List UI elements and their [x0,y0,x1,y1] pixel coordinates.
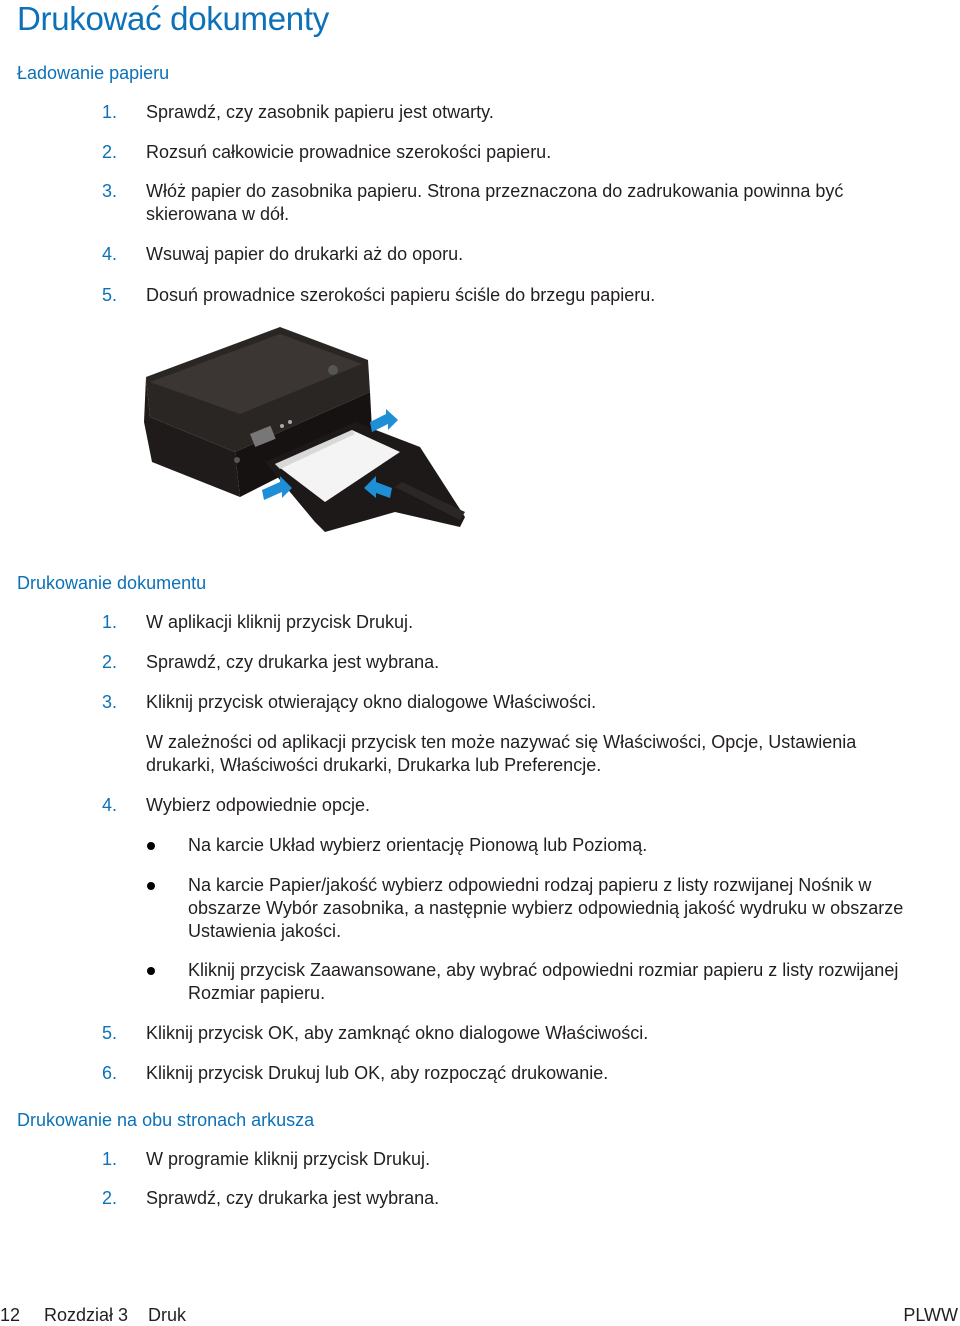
page-title: Drukować dokumenty [17,0,329,37]
step-text: Sprawdź, czy drukarka jest wybrana. [146,1188,440,1208]
step-text-continued: skierowana w dół. [146,204,290,224]
step-text: W programie kliknij przycisk Drukuj. [146,1149,431,1169]
step-number: 4. [102,795,118,815]
step-number: 1. [102,102,118,122]
footer-chapter-title: Druk [148,1305,187,1325]
step-number: 2. [102,1188,118,1208]
step-text: Kliknij przycisk Drukuj lub OK, aby rozpocząć drukowanie. [146,1063,609,1083]
bullet-text: Kliknij przycisk Zaawansowane, aby wybrać odpowiedni rozmiar papieru z listy rozwijanej [188,960,899,980]
step-text: Kliknij przycisk OK, aby zamknąć okno dialogowe Właściwości. [146,1023,649,1043]
step-number: 5. [102,285,118,305]
bullet-text-continued: Ustawienia jakości. [188,921,342,941]
footer-page-number: 12 [0,1305,21,1325]
ui-term-wlasciwosci: Właściwości [493,692,592,712]
bullet-icon [147,882,155,890]
step-text: W aplikacji kliknij przycisk Drukuj. [146,612,414,632]
step-number: 2. [102,142,118,162]
step-number: 5. [102,1023,118,1043]
step-text: Kliknij przycisk otwierający okno dialogowe Właściwości. [146,692,597,712]
printer-illustration [140,322,470,547]
step-number: 1. [102,612,118,632]
step-number: 3. [102,692,118,712]
step-number: 3. [102,181,118,201]
step-number: 2. [102,652,118,672]
step-text: Wsuwaj papier do drukarki aż do oporu. [146,244,464,264]
step-text: Sprawdź, czy zasobnik papieru jest otwarty. [146,102,494,122]
step-text: Rozsuń całkowicie prowadnice szerokości papieru. [146,142,552,162]
section-heading-printing: Drukowanie dokumentu [17,573,207,593]
step-number: 4. [102,244,118,264]
step-note-line-1: W zależności od aplikacji przycisk ten może nazywać się Właściwości, Opcje, Ustawienia [146,732,857,752]
bullet-icon [147,842,155,850]
bullet-icon [147,967,155,975]
bullet-text-continued: Rozmiar papieru. [188,983,326,1003]
step-text: Włóż papier do zasobnika papieru. Strona przeznaczona do zadrukowania powinna być [146,181,844,201]
step-note-line-2: drukarki, Właściwości drukarki, Drukarka lub Preferencje. [146,755,602,775]
bullet-text-continued: obszarze Wybór zasobnika, a następnie wybierz odpowiednią jakość wydruku w obszarze [188,898,904,918]
step-number: 6. [102,1063,118,1083]
footer-code: PLWW [903,1305,958,1325]
step-text: Dosuń prowadnice szerokości papieru ściśle do brzegu papieru. [146,285,656,305]
ui-term-drukuj: Drukuj [356,612,409,632]
bullet-text: Na karcie Papier/jakość wybierz odpowiedni rodzaj papieru z listy rozwijanej Nośnik w [188,875,872,895]
section-heading-duplex: Drukowanie na obu stronach arkusza [17,1110,315,1130]
step-text: Wybierz odpowiednie opcje. [146,795,370,815]
step-text: Sprawdź, czy drukarka jest wybrana. [146,652,440,672]
bullet-text: Na karcie Układ wybierz orientację Pionową lub Poziomą. [188,835,648,855]
footer-chapter: Rozdział 3 [44,1305,129,1325]
section-heading-loading: Ładowanie papieru [17,63,170,83]
step-number: 1. [102,1149,118,1169]
